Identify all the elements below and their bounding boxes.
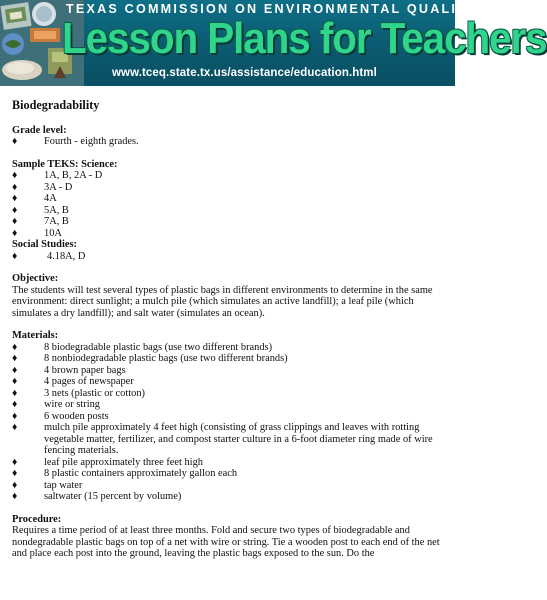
grade-heading: Grade level:: [12, 124, 67, 136]
bullet-icon: ♦: [12, 422, 18, 433]
list-item: [12, 399, 448, 411]
list-item: [12, 216, 448, 228]
page-title: Biodegradability: [12, 98, 100, 112]
bullet-icon: ♦: [12, 170, 18, 181]
materials-heading: Materials:: [12, 330, 59, 341]
bullet-icon: ♦: [12, 227, 18, 239]
list-item: [12, 342, 448, 354]
material-item: 3 nets (plastic or cotton): [44, 387, 145, 399]
list-item: [12, 480, 448, 492]
material-item: 4 pages of newspaper: [44, 376, 134, 387]
list-item: [12, 388, 448, 400]
procedure-text: Requires a time period of at least three months. Fold and secure two types of biodegradable and nondegradable plastic bags on top of a net with wire or string. Tie a wooden post to each end of the net and place each post into the ground, leaving the plastic bags exposed to the sun. Do the: [12, 525, 440, 559]
teks-item: 5A, B: [44, 204, 69, 216]
social-studies-list: [12, 251, 448, 263]
bullet-icon: ♦: [12, 399, 18, 410]
material-item: 4 brown paper bags: [44, 364, 126, 376]
material-item: 8 nonbiodegradable plastic bags (use two different brands): [44, 353, 288, 364]
bullet-icon: ♦: [12, 387, 18, 399]
list-item: [12, 457, 448, 469]
social-studies-heading: Social Studies:: [12, 239, 77, 250]
objective-text: The students will test several types of plastic bags in different environments to determine in the same environment: direct sunlight; a mulch pile (which simulates an active landfill); a leaf pile (which simulates a dry landfill); and salt water (simulates an ocean).: [12, 284, 433, 319]
objective-heading: Objective:: [12, 273, 59, 284]
bullet-icon: ♦: [12, 364, 18, 376]
bullet-icon: ♦: [12, 468, 18, 479]
bullet-icon: ♦: [12, 204, 18, 216]
bullet-icon: ♦: [12, 376, 18, 387]
list-item: [12, 468, 448, 480]
list-item: [12, 491, 448, 503]
list-item: [12, 251, 448, 263]
material-item: 6 wooden posts: [44, 410, 109, 422]
list-item: [12, 205, 448, 217]
bullet-icon: ♦: [12, 181, 18, 193]
material-item: 8 biodegradable plastic bags (use two different brands): [44, 341, 273, 353]
teks-item: 1A, B, 2A - D: [44, 170, 103, 181]
list-item: [12, 411, 448, 423]
list-item: [12, 353, 448, 365]
grade-list: [12, 136, 448, 148]
social-item: 4.18A, D: [47, 250, 86, 262]
grade-item: Fourth - eighth grades.: [44, 136, 139, 147]
bullet-icon: ♦: [12, 479, 18, 491]
bullet-icon: ♦: [12, 341, 18, 353]
teks-item: 10A: [44, 227, 62, 239]
list-item: [12, 376, 448, 388]
material-item: 8 plastic containers approximately gallon each: [44, 468, 238, 479]
list-item: [12, 193, 448, 205]
bullet-icon: ♦: [12, 491, 18, 502]
bullet-icon: ♦: [12, 216, 18, 227]
materials-list: [12, 342, 448, 503]
material-item: saltwater (15 percent by volume): [44, 491, 182, 502]
banner-title: Lesson Plans for Teachers: [62, 14, 547, 63]
material-item: wire or string: [44, 399, 100, 410]
bullet-icon: ♦: [12, 250, 18, 262]
list-item: [12, 136, 448, 148]
list-item: [12, 228, 448, 240]
teks-item: 3A - D: [44, 181, 73, 193]
list-item: [12, 422, 448, 457]
material-item: mulch pile approximately 4 feet high (consisting of grass clippings and leaves with rotting vegetable matter, fertilizer, and compost starter culture in a 6-foot diameter ring made of wire fencing materials.: [44, 422, 433, 456]
teks-item: 4A: [44, 193, 57, 204]
procedure-heading: Procedure:: [12, 513, 62, 525]
list-item: [12, 365, 448, 377]
banner-url-link[interactable]: www.tceq.state.tx.us/assistance/education.html: [112, 67, 377, 79]
material-item: tap water: [44, 479, 83, 491]
lesson-content: [12, 100, 448, 560]
header-banner: [0, 0, 547, 86]
teks-item: 7A, B: [44, 216, 69, 227]
bullet-icon: ♦: [12, 456, 18, 468]
agency-name: TEXAS COMMISSION ON ENVIRONMENTAL QUALITY: [66, 2, 478, 16]
bullet-icon: ♦: [12, 136, 18, 147]
list-item: [12, 182, 448, 194]
teks-heading: Sample TEKS: Science:: [12, 158, 118, 170]
bullet-icon: ♦: [12, 410, 18, 422]
bullet-icon: ♦: [12, 193, 18, 204]
material-item: leaf pile approximately three feet high: [44, 456, 203, 468]
list-item: [12, 170, 448, 182]
bullet-icon: ♦: [12, 353, 18, 364]
teks-list: [12, 170, 448, 239]
